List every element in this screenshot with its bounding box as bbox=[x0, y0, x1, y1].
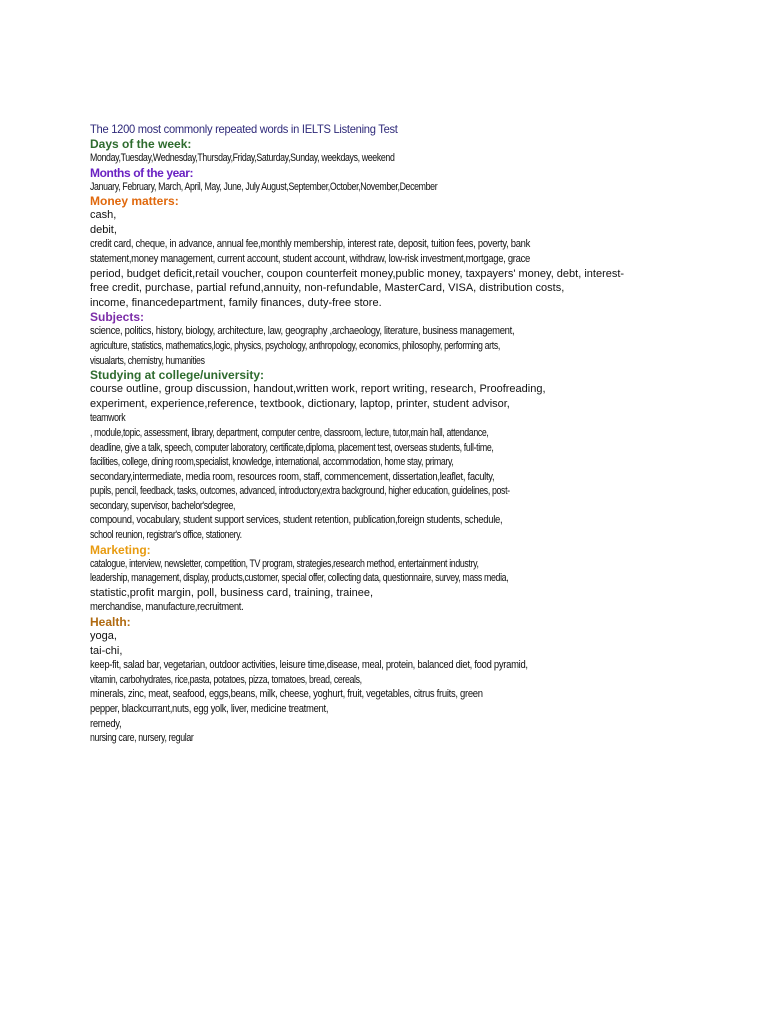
text-line: teamwork bbox=[90, 412, 126, 425]
text-line: cash, bbox=[90, 209, 117, 222]
text-line: facilities, college, dining room,specialist, knowledge, international, accommodation, home stay, primary, bbox=[90, 456, 454, 469]
text-line: compound, vocabulary, student support services, student retention, publication,foreign students, schedule, bbox=[90, 514, 503, 527]
text-line: Monday,Tuesday,Wednesday,Thursday,Friday,Saturday,Sunday, weekdays, weekend bbox=[90, 152, 395, 164]
text-line: deadline, give a talk, speech, computer laboratory, certificate,diploma, placement test, overseas students, full-time, bbox=[90, 441, 494, 454]
text-line: yoga, bbox=[90, 630, 117, 643]
text-line: statement,money management, current account, student account, withdraw, low-risk investment,mortgage, grace bbox=[90, 252, 530, 265]
text-line: free credit, purchase, partial refund,annuity, non-refundable, MasterCard, VISA, distribution costs, bbox=[90, 282, 565, 295]
section-heading-money: Money matters: bbox=[90, 194, 179, 209]
text-line: , module,topic, assessment, library, department, computer centre, classroom, lecture, tutor,main hall, attendance, bbox=[90, 426, 489, 439]
section-heading-days: Days of the week: bbox=[90, 137, 192, 151]
text-line: agriculture, statistics, mathematics,logic, physics, psychology, anthropology, economics, philosophy, performing arts, bbox=[90, 339, 500, 352]
text-line: debit, bbox=[90, 223, 117, 236]
text-line: credit card, cheque, in advance, annual fee,monthly membership, interest rate, deposit, tuition fees, poverty, bank bbox=[90, 238, 531, 251]
text-line: minerals, zinc, meat, seafood, eggs,beans, milk, cheese, yoghurt, fruit, vegetables, citrus fruits, green bbox=[90, 688, 483, 701]
text-line: nursing care, nursery, regular bbox=[90, 732, 194, 745]
document-title: The 1200 most commonly repeated words in IELTS Listening Test bbox=[90, 122, 398, 136]
text-line: merchandise, manufacture,recruitment. bbox=[90, 601, 244, 614]
section-heading-health: Health: bbox=[90, 615, 131, 630]
section-heading-marketing: Marketing: bbox=[90, 542, 151, 557]
text-line: secondary,intermediate, media room, resources room, staff, commencement, dissertation,leaflet, faculty, bbox=[90, 470, 495, 483]
text-line: January, February, March, April, May, June, July August,September,October,November,December bbox=[90, 180, 438, 193]
text-line: leadership, management, display, products,customer, special offer, collecting data, questionnaire, survey, mass media, bbox=[90, 572, 509, 585]
text-line: school reunion, registrar's office, stationery. bbox=[90, 529, 242, 542]
text-line: income, financedepartment, family finances, duty-free store. bbox=[90, 296, 382, 309]
text-line: period, budget deficit,retail voucher, coupon counterfeit money,public money, taxpayers' money, debt, interest- bbox=[90, 267, 625, 280]
text-line: remedy, bbox=[90, 717, 122, 730]
text-line: vitamin, carbohydrates, rice,pasta, potatoes, pizza, tomatoes, bread, cereals, bbox=[90, 673, 362, 686]
text-line: visualarts, chemistry, humanities bbox=[90, 354, 205, 367]
text-line: pupils, pencil, feedback, tasks, outcomes, advanced, introductory,extra background, higher education, guidelines, post- bbox=[90, 485, 510, 498]
text-line: keep-fit, salad bar, vegetarian, outdoor activities, leisure time,disease, meal, protein, balanced diet, food pyramid, bbox=[90, 659, 528, 672]
text-line: secondary, supervisor, bachelor'sdegree, bbox=[90, 499, 236, 512]
text-line: experiment, experience,reference, textbook, dictionary, laptop, printer, student advisor, bbox=[90, 397, 510, 410]
document-content bbox=[90, 121, 690, 746]
text-line: statistic,profit margin, poll, business card, training, trainee, bbox=[90, 586, 374, 599]
text-line: pepper, blackcurrant,nuts, egg yolk, liver, medicine treatment, bbox=[90, 703, 329, 715]
section-heading-studying: Studying at college/university: bbox=[90, 368, 265, 383]
text-line: course outline, group discussion, handout,written work, report writing, research, Proofreading, bbox=[90, 383, 546, 396]
text-line: tai-chi, bbox=[90, 644, 123, 657]
section-heading-months: Months of the year: bbox=[90, 165, 194, 180]
section-heading-subjects: Subjects: bbox=[90, 310, 145, 325]
text-line: catalogue, interview, newsletter, competition, TV program, strategies,research method, entertainment industry, bbox=[90, 557, 479, 570]
text-line: science, politics, history, biology, architecture, law, geography ,archaeology, literature, business management, bbox=[90, 325, 515, 338]
